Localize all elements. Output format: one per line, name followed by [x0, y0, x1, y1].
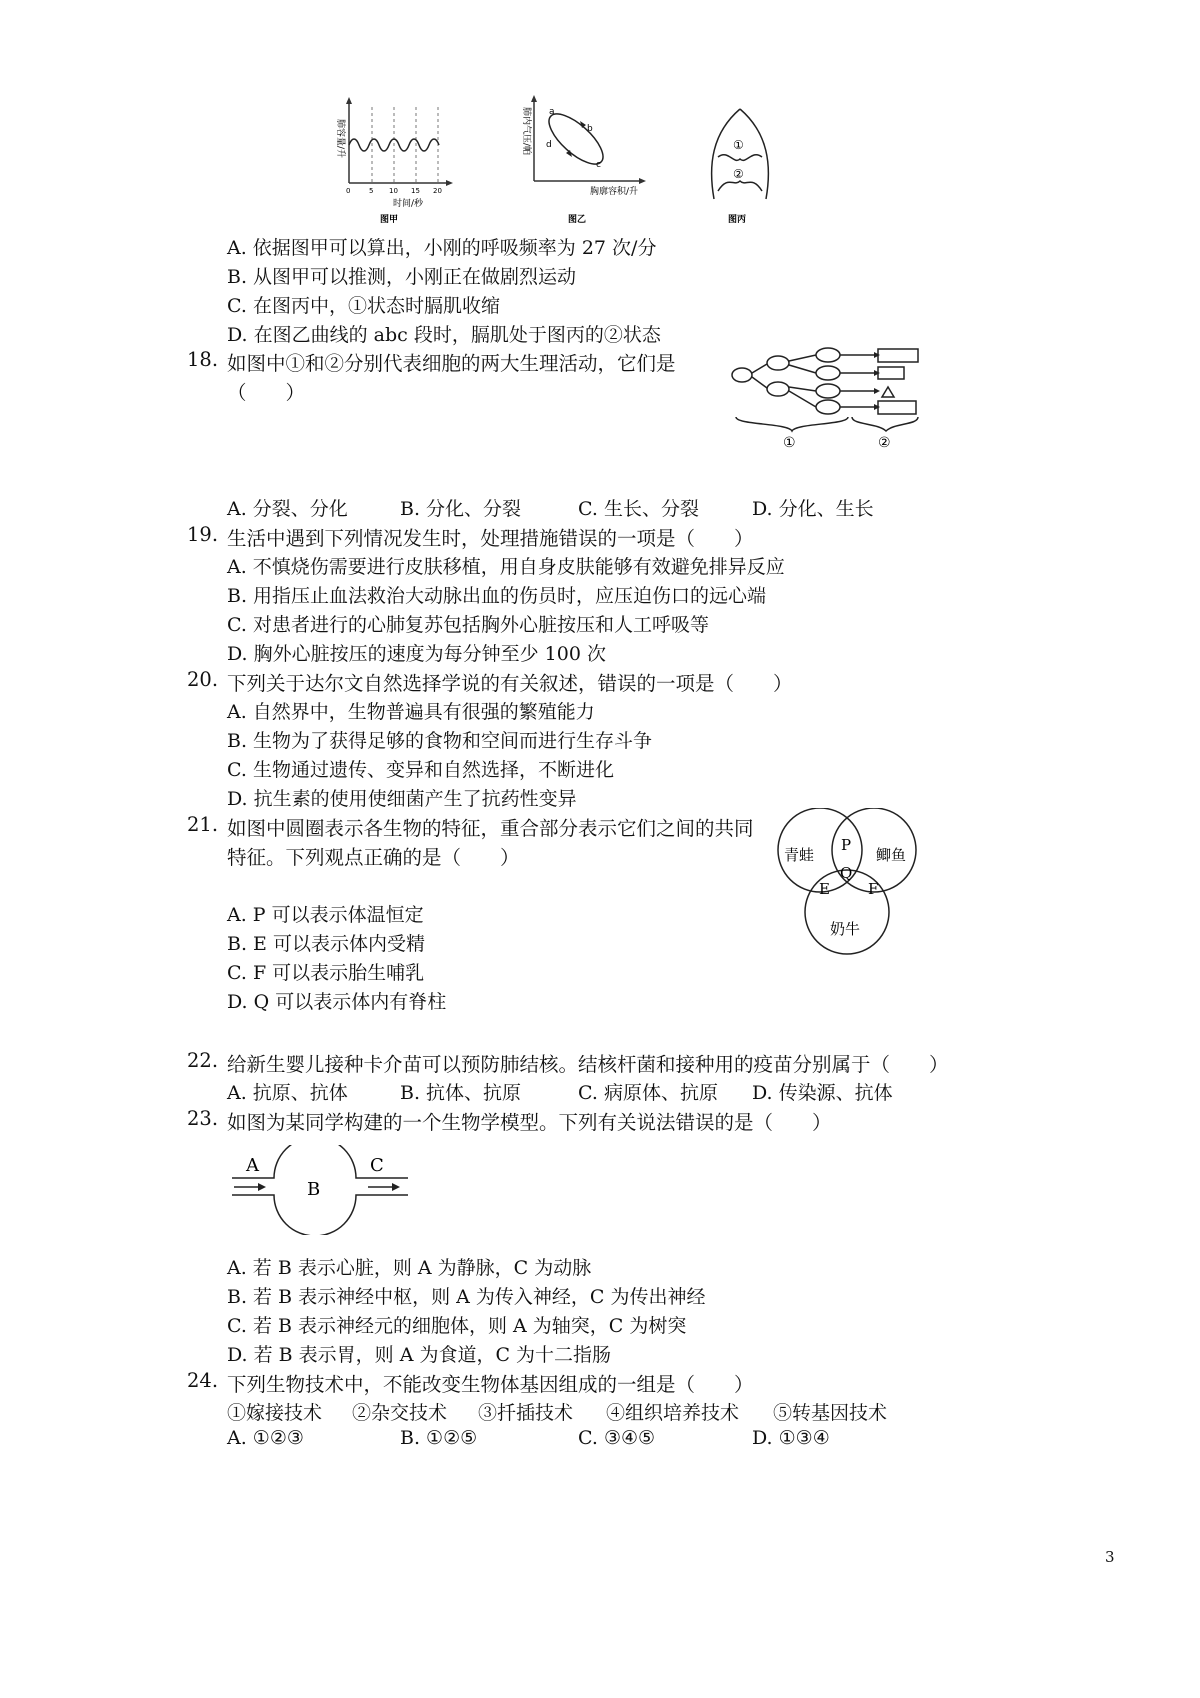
point-label: d — [546, 140, 552, 150]
q23-model-diagram — [228, 1145, 413, 1235]
q22-stem: 给新生婴儿接种卡介苗可以预防肺结核。结核杆菌和接种用的疫苗分别属于（ ） — [227, 1053, 949, 1076]
q22-option-b: B. 抗体、抗原 — [400, 1082, 522, 1104]
q21-number: 21. — [187, 813, 219, 836]
model-label-b: B — [307, 1179, 321, 1200]
q24-item-4: ④组织培养技术 — [606, 1402, 740, 1424]
q23-option-b: B. 若 B 表示神经中枢，则 A 为传入神经，C 为传出神经 — [227, 1286, 706, 1308]
q24-item-3: ③扦插技术 — [478, 1402, 574, 1424]
q17-option-d: D. 在图乙曲线的 abc 段时，膈肌处于图丙的②状态 — [227, 324, 661, 346]
q21-option-c: C. F 可以表示胎生哺乳 — [227, 962, 425, 984]
q17-graph-c — [700, 105, 780, 225]
q24-option-a: A. ①②③ — [227, 1427, 304, 1449]
q21-option-b: B. E 可以表示体内受精 — [227, 933, 425, 955]
point-label: a — [549, 107, 555, 117]
point-label: b — [587, 124, 593, 134]
q23-number: 23. — [187, 1107, 219, 1130]
q21-stem-line2: 特征。下列观点正确的是（ ） — [227, 846, 520, 869]
q24-option-c: C. ③④⑤ — [578, 1427, 656, 1449]
q18-number: 18. — [187, 348, 219, 371]
graph-c-caption: 图丙 — [728, 215, 747, 225]
tick-label: 15 — [411, 187, 420, 195]
q24-item-5: ⑤转基因技术 — [773, 1402, 888, 1424]
q19-option-d: D. 胸外心脏按压的速度为每分钟至少 100 次 — [227, 643, 606, 665]
label-1: ① — [733, 138, 744, 152]
q18-stem-paren: （ ） — [227, 381, 306, 404]
q20-option-d: D. 抗生素的使用使细菌产生了抗药性变异 — [227, 788, 577, 810]
q24-option-b: B. ①②⑤ — [400, 1427, 478, 1449]
tick-label: 0 — [346, 187, 351, 195]
q18-cell-diagram — [728, 345, 928, 455]
label-2: ② — [733, 167, 744, 181]
q24-item-2: ②杂交技术 — [352, 1402, 448, 1424]
q18-option-a: A. 分裂、分化 — [227, 498, 348, 520]
q22-number: 22. — [187, 1049, 219, 1072]
venn-cow: 奶牛 — [830, 920, 861, 938]
model-label-a: A — [246, 1155, 259, 1176]
q21-stem: 如图中圆圈表示各生物的特征，重合部分表示它们之间的共同 — [227, 817, 754, 840]
q20-option-a: A. 自然界中，生物普遍具有很强的繁殖能力 — [227, 701, 595, 723]
q18-option-b: B. 分化、分裂 — [400, 498, 522, 520]
q18-stem: 如图中①和②分别代表细胞的两大生理活动，它们是 — [227, 352, 676, 375]
q18-option-d: D. 分化、生长 — [752, 498, 874, 520]
region-e: E — [819, 880, 830, 898]
q21-option-d: D. Q 可以表示体内有脊柱 — [227, 991, 447, 1013]
page-number: 3 — [1105, 1548, 1115, 1566]
q20-option-c: C. 生物通过遗传、变异和自然选择，不断进化 — [227, 759, 614, 781]
q17-option-c: C. 在图丙中，①状态时膈肌收缩 — [227, 295, 500, 317]
tick-label: 5 — [369, 187, 374, 195]
region-p: P — [841, 836, 852, 854]
venn-fish: 鲫鱼 — [876, 846, 907, 864]
region-f: F — [868, 880, 879, 898]
graph-a-xlabel: 时间/秒 — [393, 199, 424, 209]
graph-b-xlabel: 胸廓容积/升 — [590, 187, 639, 197]
q19-stem: 生活中遇到下列情况发生时，处理措施错误的一项是（ ） — [227, 527, 754, 550]
q19-option-c: C. 对患者进行的心肺复苏包括胸外心脏按压和人工呼吸等 — [227, 614, 709, 636]
tick-label: 10 — [389, 187, 398, 195]
model-label-c: C — [370, 1155, 384, 1176]
graph-a-caption: 图甲 — [380, 215, 399, 225]
q22-option-c: C. 病原体、抗原 — [578, 1082, 718, 1104]
diagram-label-1: ① — [783, 435, 796, 451]
q18-option-c: C. 生长、分裂 — [578, 498, 699, 520]
q21-option-a: A. P 可以表示体温恒定 — [227, 904, 424, 926]
q24-option-d: D. ①③④ — [752, 1427, 830, 1449]
q19-number: 19. — [187, 523, 219, 546]
q19-option-b: B. 用指压止血法救治大动脉出血的伤员时，应压迫伤口的远心端 — [227, 585, 767, 607]
q17-option-b: B. 从图甲可以推测，小刚正在做剧烈运动 — [227, 266, 577, 288]
q19-option-a: A. 不慎烧伤需要进行皮肤移植，用自身皮肤能够有效避免排异反应 — [227, 556, 785, 578]
q20-stem: 下列关于达尔文自然选择学说的有关叙述，错误的一项是（ ） — [227, 672, 793, 695]
q20-number: 20. — [187, 668, 219, 691]
diagram-label-2: ② — [878, 435, 891, 451]
q24-stem: 下列生物技术中，不能改变生物体基因组成的一组是（ ） — [227, 1373, 754, 1396]
q22-option-d: D. 传染源、抗体 — [752, 1082, 893, 1104]
q17-graph-b — [518, 95, 663, 225]
venn-frog: 青蛙 — [784, 846, 815, 864]
q20-option-b: B. 生物为了获得足够的食物和空间而进行生存斗争 — [227, 730, 653, 752]
q24-item-1: ①嫁接技术 — [227, 1402, 323, 1424]
q23-stem: 如图为某同学构建的一个生物学模型。下列有关说法错误的是（ ） — [227, 1111, 832, 1134]
tick-label: 20 — [433, 187, 442, 195]
graph-b-caption: 图乙 — [568, 215, 587, 225]
q21-venn-diagram — [772, 808, 922, 958]
q23-option-c: C. 若 B 表示神经元的细胞体，则 A 为轴突，C 为树突 — [227, 1315, 687, 1337]
q23-option-a: A. 若 B 表示心脏，则 A 为静脉，C 为动脉 — [227, 1257, 592, 1279]
q23-option-d: D. 若 B 表示胃，则 A 为食道，C 为十二指肠 — [227, 1344, 612, 1366]
q17-option-a: A. 依据图甲可以算出，小刚的呼吸频率为 27 次/分 — [227, 237, 657, 259]
q17-graph-a — [335, 95, 455, 225]
point-label: c — [596, 160, 601, 170]
q22-option-a: A. 抗原、抗体 — [227, 1082, 348, 1104]
graph-a-ylabel: 肺容量/升 — [335, 119, 345, 159]
q24-number: 24. — [187, 1369, 219, 1392]
graph-b-ylabel: 肺内气压/帕 — [521, 107, 531, 156]
region-q: Q — [840, 864, 853, 882]
